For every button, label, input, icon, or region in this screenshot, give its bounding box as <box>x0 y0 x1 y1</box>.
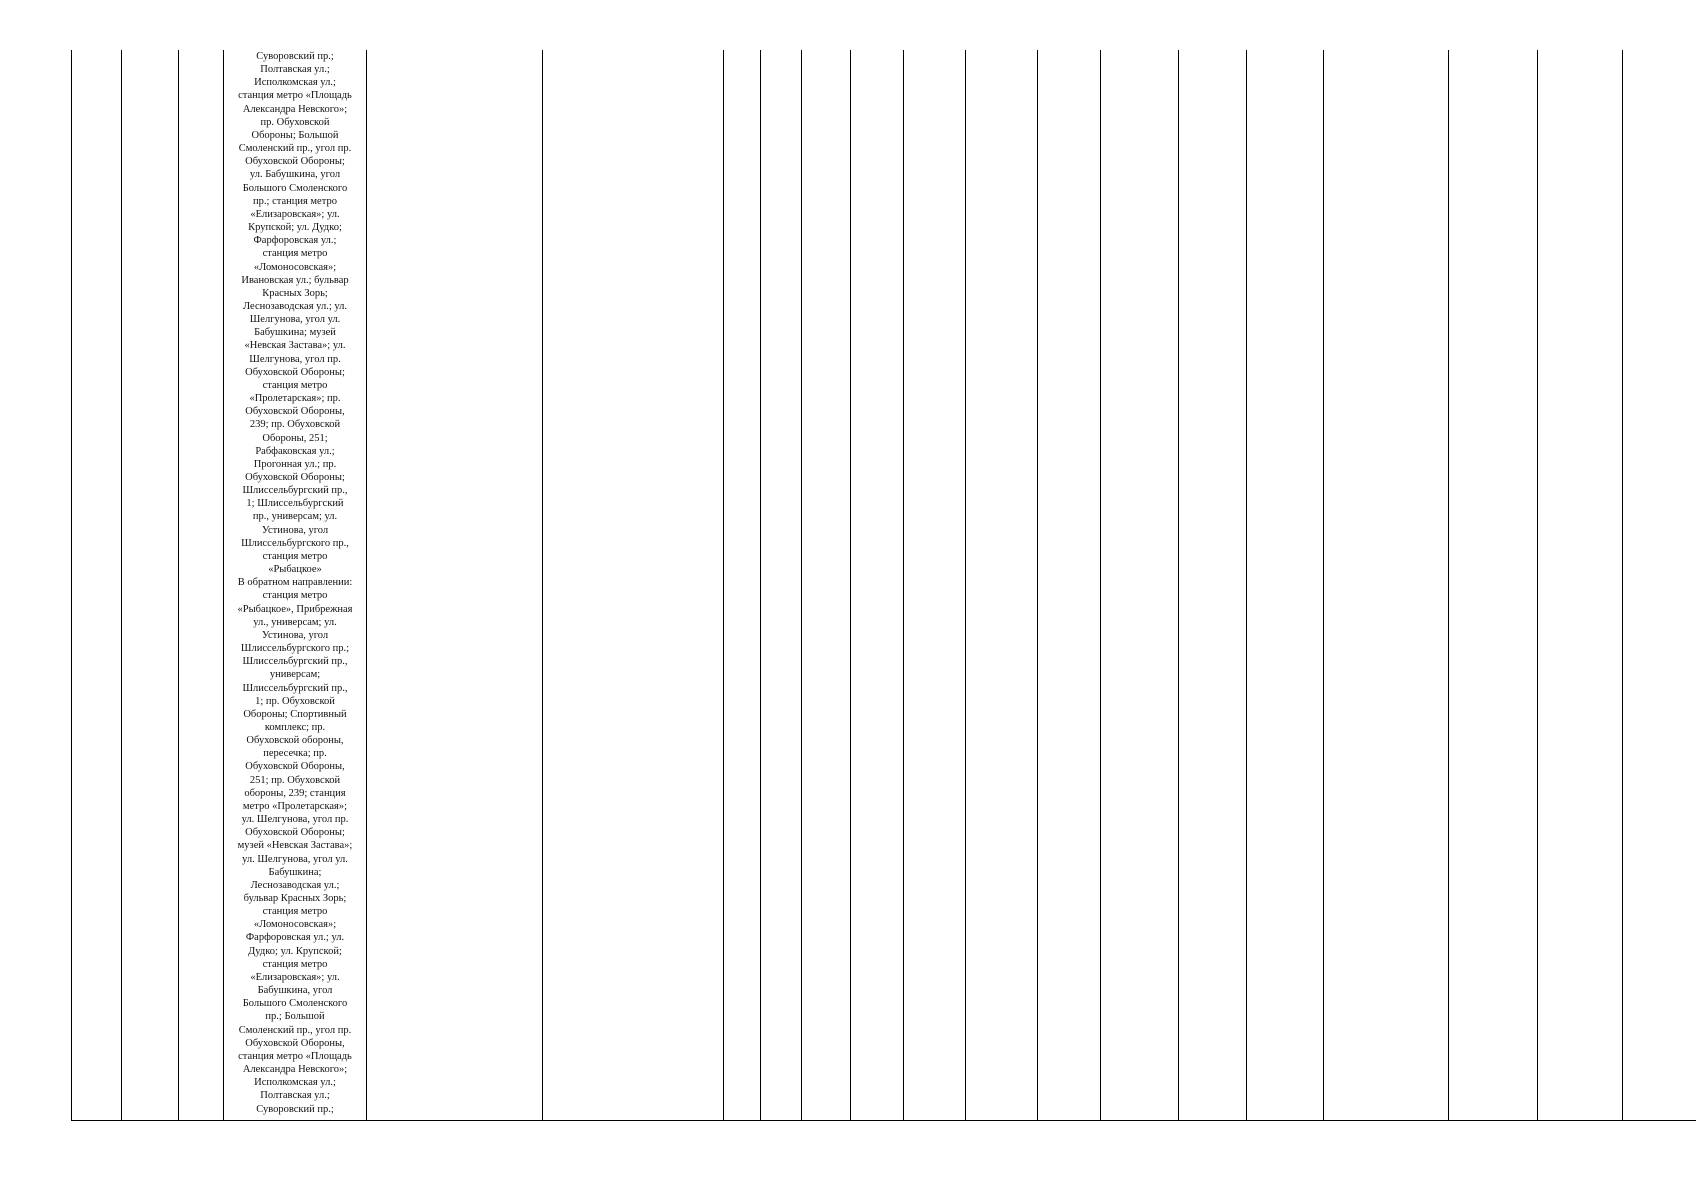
table-column-border <box>1323 50 1324 1121</box>
table-column-border <box>178 50 179 1121</box>
table-column-border <box>1100 50 1101 1121</box>
table-column-border <box>542 50 543 1121</box>
table-column-border <box>1537 50 1538 1121</box>
table-column-border <box>1246 50 1247 1121</box>
route-description-cell: Суворовский пр.; Полтавская ул.; Исполкомская ул.; станция метро «Площадь Александра Невского»; пр. Обуховской Обороны; Большой Смоленский пр., угол пр. Обуховской Обороны; ул. Бабушкина, угол Большого Смоленского пр.; станция метро «Елизаровская»; ул. Крупской; ул. Дудко; Фарфоровская ул.; станция метро «Ломоносовская»; Ивановская ул.; бульвар Красных Зорь; Леснозаводская ул.; ул. Шелгунова, угол ул. Бабушкина; музей «Невская Застава»; ул. Шелгунова, угол пр. Обуховской Обороны; станция метро «Пролетарская»; пр. Обуховской Обороны, 239; пр. Обуховской Обороны, 251; Рабфаковская ул.; Прогонная ул.; пр. Обуховской Обороны; Шлиссельбургский пр., 1; Шлиссельбургский пр., универсам; ул. Устинова, угол Шлиссельбургского пр., станция метро «Рыбацкое» В обратном направлении: станция метро «Рыбацкое», Прибрежная ул., универсам; ул. Устинова, угол Шлиссельбургского пр.; Шлиссельбургский пр., универсам; Шлиссельбургский пр., 1; пр. Обуховской Обороны; Спортивный комплекс; пр. Обуховской обороны, пересечка; пр. Обуховской Обороны, 251; пр. Обуховской обороны, 239; станция метро «Пролетарская»; ул. Шелгунова, угол пр. Обуховской Обороны; музей «Невская Застава»; ул. Шелгунова, угол ул. Бабушкина; Леснозаводская ул.; бульвар Красных Зорь; станция метро «Ломоносовская»; Фарфоровская ул.; ул. Дудко; ул. Крупской; станция метро «Елизаровская»; ул. Бабушкина, угол Большого Смоленского пр.; Большой Смоленский пр., угол пр. Обуховской Обороны, станция метро «Площадь Александра Невского»; Исполкомская ул.; Полтавская ул.; Суворовский пр.; <box>237 51 353 1115</box>
table-column-border <box>903 50 904 1121</box>
table-column-border <box>723 50 724 1121</box>
table-column-border <box>1037 50 1038 1121</box>
table-column-border <box>760 50 761 1121</box>
table-column-border <box>1178 50 1179 1121</box>
table-column-border <box>121 50 122 1121</box>
table-column-border <box>965 50 966 1121</box>
table-column-border <box>850 50 851 1121</box>
table-column-border <box>801 50 802 1121</box>
table-column-border <box>1448 50 1449 1121</box>
table-column-border <box>1622 50 1623 1121</box>
table-column-border <box>71 50 72 1121</box>
table-column-border <box>366 50 367 1121</box>
